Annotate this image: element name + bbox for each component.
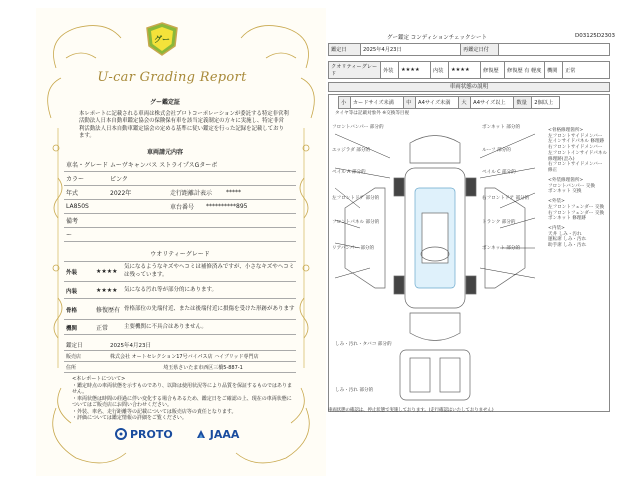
size-small-label: 小 [339,97,351,109]
repair-note: <骨格修理箇所> [548,128,584,133]
repair-note: 天井 しみ・汚れ [548,231,582,237]
address-row [64,362,296,373]
sheet-hist-label: 再鑑定日付 [461,44,499,56]
grade-row-interior [64,283,296,299]
jaaa-mark-icon [195,428,207,440]
cert-date-label: 鑑定日 [66,343,83,349]
certificate-notes [72,376,292,422]
sheet-code: D03125D2303 [575,33,615,39]
car-name-value: ムーヴキャンバス ストライプスGターボ [110,162,218,169]
chassis-value: **********895 [206,203,248,210]
sheet-exterior-stars: ★★★★ [399,62,431,79]
quantity-value: 2個以上 [532,97,560,109]
address-value: 埼玉県さいたま市西区三橋5-887-1 [163,364,243,371]
proto-logo [115,428,173,441]
cert-date-value: 2025年4月23日 [110,343,151,349]
year-value: 2022年 [110,190,132,197]
model-value: LA850S [66,203,89,210]
dealer-value: 株式会社 オートセレクション17号バイパス店 ハイブリッド専門店 [110,353,259,360]
grade-label-exterior: 外装 [66,269,78,276]
car-name-label: 車名・グレード [66,162,109,169]
remarks-value-row [64,228,296,242]
proto-logo-text: PROTO [130,427,173,441]
grade-stars-exterior: ★★★★ [96,268,118,275]
goo-seal-logo [145,22,179,56]
cert-date-row [64,340,296,351]
size-medium-desc: A4サイズ未満 [416,97,459,109]
repair-note: 左インサイドパネル 修理跡 [548,139,605,145]
diagram-label: リアバンパー 部分的 [332,246,375,251]
repair-note: <外装修理箇所> [548,177,584,183]
vehicle-condition-title: 車両状態の説明 [328,82,610,92]
grade-text-frame: 骨格部位の先端付近、または後端付近に損傷を受けた形跡があります [124,305,295,312]
repair-note: 右フロントフェンダー 交換 [548,210,605,216]
jaaa-logo-text: JAAA [209,427,240,441]
repair-note: フロントバンパー 交換 [548,183,595,189]
grade-text-exterior: 気になるようなキズやヘコミは補修済みですが、小さなキズやヘコミは残っています。 [124,264,295,278]
mileage-value: ***** [226,189,241,196]
mileage-label: 走行距離計表示 [170,190,213,197]
repair-note: 助手席 しみ・汚れ [548,243,587,249]
repair-note: 運転席 しみ・汚れ [548,237,587,243]
repair-note: 右フロントサイドメンバー [548,145,603,151]
chassis-label: 車台番号 [170,204,195,211]
size-medium-label: 中 [404,97,416,109]
grade-text-engine: 主要機関に不具合はありません。 [124,323,207,330]
diagram-label: しみ・汚れ 部分的 [335,388,374,393]
year-row [64,186,296,200]
grade-stars-interior: ★★★★ [96,287,118,294]
sheet-date-table [328,43,610,56]
dealer-row [64,351,296,362]
diagram-label: しみ・汚れ・タバコ 部分的 [335,342,392,347]
diagram-label: 左フロントドア 部分的 [332,196,380,201]
remarks-value: ー [66,232,73,239]
vehicle-section-title: 車両請元内容 [146,149,183,156]
remarks-label: 備考 [66,218,79,225]
color-row [64,172,296,186]
diagram-label: ボンネット 部分的 [482,125,521,130]
repair-note: <外装> [548,199,565,205]
legend-note: タイヤ等は記載対象外 ※交換等目視 [335,111,410,116]
grade-row-frame [64,300,296,320]
note-line: ・鑑定時点の車両状態を示すものであり、以降は使用状況等により品質を保証するものではありません。 [72,382,293,395]
sheet-engine-value: 正常 [563,62,610,79]
diagram-label: ペイル C 部分的 [482,170,516,175]
color-value: ピンク [110,176,128,183]
note-line: ・評価については鑑定情報の詳細をご覧ください。 [72,415,187,421]
grade-row-exterior [64,262,296,282]
grade-label-frame: 骨格 [66,307,78,314]
sheet-interior-label: 内装 [431,62,449,79]
sheet-engine-label: 機関 [545,62,563,79]
sheet-exterior-label: 外装 [381,62,399,79]
note-line: ・外装、車名、走行距離等の記載については販売店等の責任となります。 [72,408,237,415]
size-large-label: 大 [459,97,471,109]
proto-mark-icon [115,428,127,440]
sheet-repair-value: 修復歴 有 軽度 [505,62,545,79]
remarks-row [64,214,296,228]
sheet-date-label: 鑑定日 [329,44,361,56]
sheet-repair-label: 修復歴 [481,62,505,79]
color-label: カラー [66,176,85,183]
diagram-label: フロントパネル 部分的 [332,220,380,225]
certificate-intro: 本レポートに記載される車両は株式会社プロトコーポレーションが委託する特定非営利活動法人日本自動車鑑定協会の保険保有車を該当定義制定の方々に実施し、特定非営利活動法人日本自動車鑑定協会の定める基準に従い鑑定を行った記録を記載しております。 [79,111,289,139]
dealer-label: 販売店 [66,353,82,360]
sheet-date-value: 2025年4月23日 [361,44,461,56]
repair-note: <内装> [548,226,565,232]
svg-text:グー: グー [154,35,170,44]
grade-row-engine [64,321,296,335]
size-small-desc: カードサイズ未満 [350,97,403,109]
grade-stars-engine: 正常 [96,325,109,332]
certificate-subtitle: グー鑑定証 [149,99,180,106]
diagram-label: ボンネット 部分的 [482,246,521,251]
repair-note: 右フロントサイドメンバー 修正 [548,162,603,174]
diagram-label: ペイル A 部分的 [332,170,366,175]
quality-grade-title: ウオリティーグレード [64,249,296,262]
year-label: 年式 [66,190,79,197]
repair-note: ボンネット 修理跡 [548,216,587,222]
grade-label-interior: 内装 [66,288,78,295]
repair-notes [548,128,608,249]
car-name-row [64,158,296,172]
repair-note: 左フロントサイドメンバー [548,133,603,139]
car-diagram [330,118,540,408]
quantity-label: 数量 [514,97,532,109]
size-large-desc: A4サイズ以上 [471,97,514,109]
sheet-bottom-note: 車両状態の確認は、停止状態で実施しております。(走行確認はいたしておりません) [328,408,494,413]
address-label: 住所 [66,364,77,371]
diagram-label: ルーフ 部分的 [482,148,511,153]
repair-note: 左フロントフェンダー 交換 [548,204,605,210]
footer-logos [115,424,275,444]
diagram-label: エッジラダ 部分的 [332,148,371,153]
note-line: ・車両状態は時間の経過に伴い変化する場合もあるため、鑑定日をご確認の上、現在の車両状態についてはご販売店にお問い合わせください。 [72,395,292,408]
sheet-quality-table [328,61,610,79]
diagram-label: 右フロントドア 部分的 [482,196,530,201]
sheet-title: グー鑑定 コンディションチェックシート [387,35,488,41]
grade-stars-frame: 修復歴有 [96,307,121,314]
diagram-label: トランク 部分的 [482,220,516,225]
model-row [64,200,296,214]
jaaa-logo [195,428,240,441]
diagram-label: フロントバンパー 部分的 [332,125,384,130]
grade-text-interior: 気になる汚れ等が部分的にあります。 [124,286,218,293]
sheet-quality-label: クオリティーグレード [329,62,381,79]
repair-note: ボンネット 交換 [548,189,582,195]
repair-note: 左フロントインサイドパネル 修理跡(歪み) [548,150,608,162]
note-line: <本レポートについて> [72,376,126,382]
certificate-title: U-car Grading Report [97,70,247,85]
sheet-interior-stars: ★★★★ [449,62,481,79]
grade-label-engine: 機関 [66,325,78,332]
